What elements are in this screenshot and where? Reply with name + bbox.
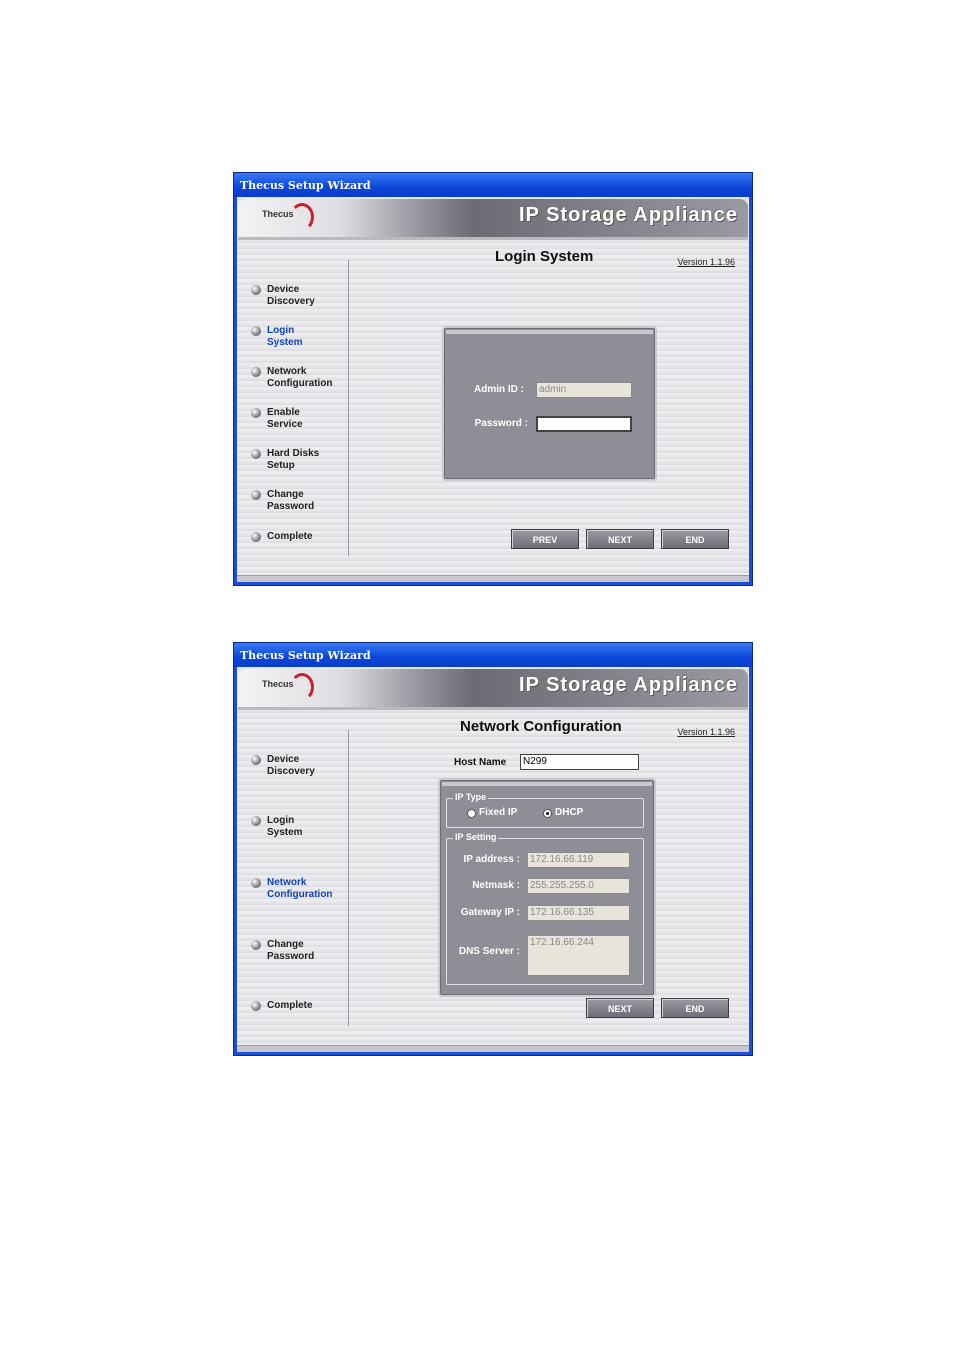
- admin-id-field[interactable]: admin: [536, 382, 632, 398]
- nav-item-hard-disks-setup[interactable]: Hard Disks Setup: [251, 448, 347, 472]
- end-button[interactable]: END: [661, 998, 729, 1018]
- gateway-ip-label: Gateway IP :: [460, 907, 520, 918]
- ip-address-label: IP address :: [463, 854, 520, 865]
- window-title: Thecus Setup Wizard: [234, 643, 752, 667]
- sidebar-divider: [348, 260, 349, 556]
- status-bar: [237, 1045, 749, 1052]
- dns-server-field[interactable]: 172.16.66.244: [527, 935, 630, 976]
- nav-item-device-discovery[interactable]: Device Discovery: [251, 284, 347, 308]
- admin-id-label: Admin ID :: [474, 384, 524, 395]
- version-link[interactable]: Version 1.1.96: [677, 257, 735, 267]
- thecus-logo: Thecus: [262, 209, 294, 219]
- password-label: Password :: [474, 418, 528, 429]
- nav-item-change-password[interactable]: Change Password: [251, 939, 347, 963]
- dhcp-label: DHCP: [555, 807, 584, 818]
- status-bar: [237, 575, 749, 582]
- nav-item-network-configuration[interactable]: Network Configuration: [251, 366, 347, 390]
- nav-bullet-icon: [251, 326, 261, 336]
- ip-setting-group: [446, 832, 644, 985]
- login-wizard-window: [233, 172, 753, 586]
- sidebar-divider: [348, 730, 349, 1026]
- password-field[interactable]: [536, 416, 632, 432]
- nav-bullet-icon: [251, 449, 261, 459]
- banner: [238, 199, 748, 240]
- nav-item-device-discovery[interactable]: Device Discovery: [251, 754, 347, 778]
- netmask-label: Netmask :: [472, 880, 520, 891]
- end-button[interactable]: END: [661, 529, 729, 549]
- logo-swoosh-icon: [290, 673, 314, 701]
- nav-item-change-password[interactable]: Change Password: [251, 489, 347, 513]
- ip-address-field[interactable]: 172.16.66.119: [527, 852, 630, 868]
- nav-bullet-icon: [251, 878, 261, 888]
- next-button[interactable]: NEXT: [586, 529, 654, 549]
- netmask-field[interactable]: 255.255.255.0: [527, 878, 630, 894]
- network-wizard-window: [233, 642, 753, 1056]
- login-panel: [442, 326, 657, 481]
- nav-bullet-icon: [251, 367, 261, 377]
- gateway-ip-field[interactable]: 172.16.66.135: [527, 905, 630, 921]
- nav-bullet-icon: [251, 408, 261, 418]
- ip-setting-legend: IP Setting: [455, 832, 497, 842]
- banner: [238, 669, 748, 710]
- banner-title: IP Storage Appliance: [519, 674, 738, 696]
- nav-bullet-icon: [251, 490, 261, 500]
- window-title: Thecus Setup Wizard: [234, 173, 752, 197]
- wizard-client-area: [237, 197, 749, 582]
- prev-button[interactable]: PREV: [511, 529, 579, 549]
- page-title: Login System: [495, 248, 594, 265]
- nav-item-login-system[interactable]: Login System: [251, 325, 347, 349]
- nav-bullet-icon: [251, 532, 261, 542]
- dhcp-radio[interactable]: [543, 809, 552, 818]
- ip-type-legend: IP Type: [455, 792, 487, 802]
- next-button[interactable]: NEXT: [586, 998, 654, 1018]
- ip-type-group: [446, 792, 644, 828]
- host-name-field[interactable]: N299: [520, 754, 639, 770]
- nav-item-complete[interactable]: Complete: [251, 531, 347, 543]
- nav-bullet-icon: [251, 1001, 261, 1011]
- thecus-logo: Thecus: [262, 679, 294, 689]
- page-title: Network Configuration: [460, 718, 622, 735]
- dns-server-label: DNS Server :: [458, 946, 520, 957]
- network-panel: [438, 778, 656, 997]
- nav-bullet-icon: [251, 755, 261, 765]
- nav-bullet-icon: [251, 285, 261, 295]
- banner-title: IP Storage Appliance: [519, 204, 738, 226]
- nav-item-enable-service[interactable]: Enable Service: [251, 407, 347, 431]
- version-link[interactable]: Version 1.1.96: [677, 727, 735, 737]
- fixed-ip-label: Fixed IP: [479, 807, 518, 818]
- wizard-client-area: [237, 667, 749, 1052]
- nav-item-complete[interactable]: Complete: [251, 1000, 347, 1012]
- host-name-label: Host Name: [454, 757, 507, 768]
- fixed-ip-radio[interactable]: [467, 809, 476, 818]
- nav-item-login-system[interactable]: Login System: [251, 815, 347, 839]
- logo-swoosh-icon: [290, 203, 314, 231]
- nav-item-network-configuration[interactable]: Network Configuration: [251, 877, 347, 901]
- nav-bullet-icon: [251, 940, 261, 950]
- nav-bullet-icon: [251, 816, 261, 826]
